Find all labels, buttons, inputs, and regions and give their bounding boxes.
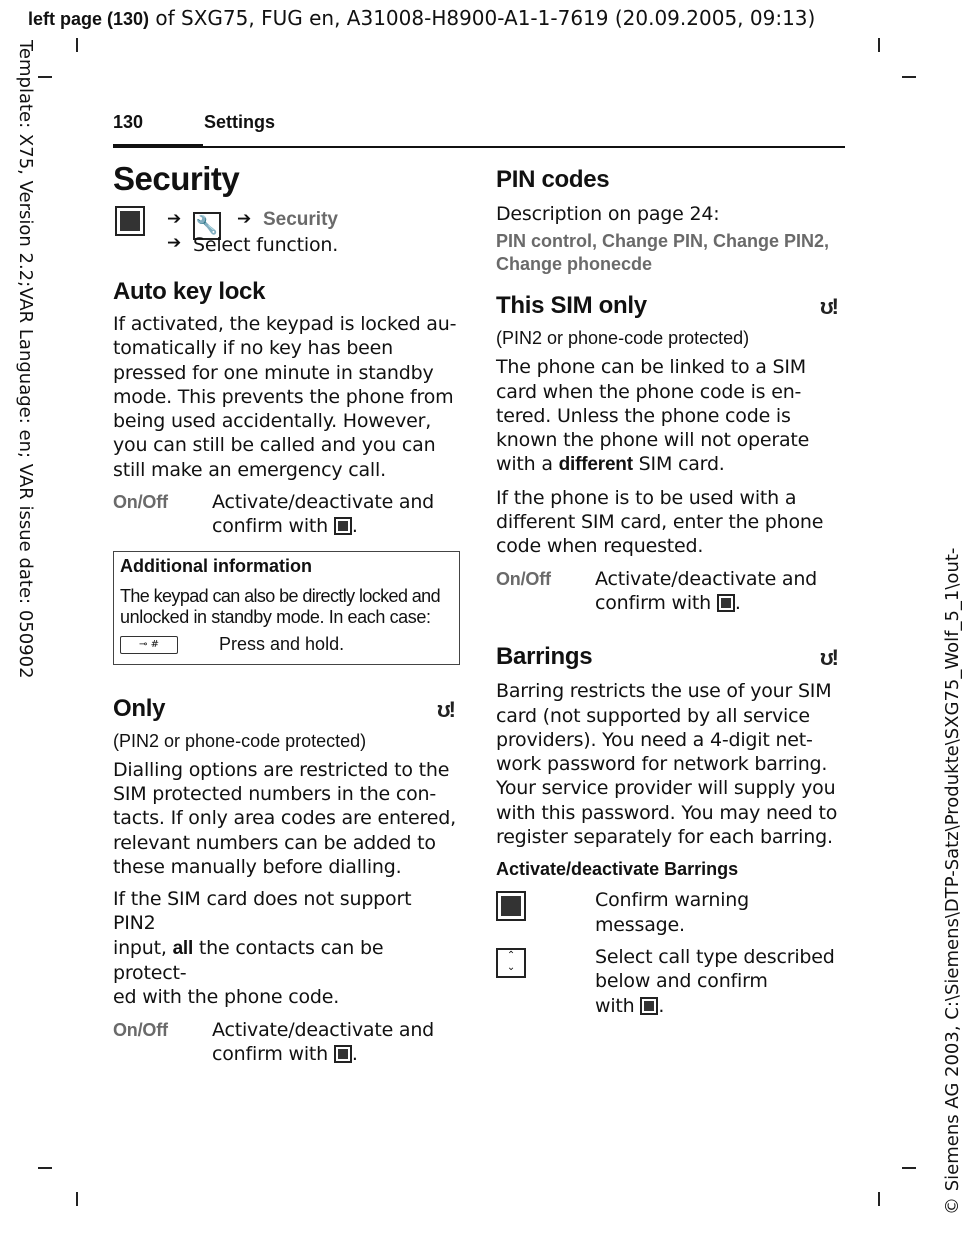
document-header: [28, 6, 815, 30]
crop-mark: [76, 38, 78, 52]
this-sim-body: [496, 355, 841, 477]
step-confirm: with .: [595, 994, 665, 1017]
crop-mark: [878, 38, 880, 52]
select-key-icon: [334, 517, 352, 535]
document-header-text: of SXG75, FUG en, A31008-H8900-A1-1-7619 (20.09.2005, 09:13): [149, 6, 816, 30]
arrow-icon: ➔: [167, 209, 182, 229]
barrings-step: [496, 945, 841, 1018]
menu-security: Security: [263, 209, 338, 230]
select-function-text: Select function.: [193, 234, 339, 256]
onoff-confirm: confirm with .: [212, 515, 358, 538]
info-line: unlocked in standby mode. In each case:: [120, 606, 431, 627]
step-text: Select call type described: [595, 945, 835, 968]
select-key-icon: [334, 1045, 352, 1063]
step-text: below and confirm: [595, 970, 768, 993]
body-line: card (not supported by all service: [496, 704, 810, 727]
navigation-path: [113, 206, 458, 258]
protected-icon: ʊ!: [820, 294, 837, 320]
select-key-icon: [496, 891, 526, 921]
protected-icon: ʊ!: [437, 696, 454, 722]
barrings-subheading: Activate/deactivate Barrings: [496, 859, 739, 880]
body-line: Barring restricts the use of your SIM: [496, 680, 832, 703]
text-run: SIM card.: [632, 453, 725, 476]
onoff-confirm-text: confirm with: [212, 1042, 329, 1065]
protected-icon: ʊ!: [820, 645, 837, 671]
body-line: If activated, the keypad is locked au-: [113, 313, 457, 335]
arrow-icon: ➔: [237, 209, 252, 229]
side-text-left: Template: X75, Version 2.2;VAR Language: en; VAR issue date: 050902: [15, 40, 36, 679]
additional-info-box: [113, 551, 460, 665]
header-bar: [113, 144, 203, 148]
arrow-icon: ➔: [167, 233, 182, 253]
body-line: card when the phone code is en-: [496, 380, 802, 403]
body-line: still make an emergency call.: [113, 458, 386, 481]
step-text: Confirm warning: [595, 889, 750, 912]
body-line: If the phone is to be used with a: [496, 486, 797, 509]
onoff-confirm-text: confirm with: [212, 515, 329, 538]
auto-key-lock-body: [113, 312, 458, 482]
heading-only-text: Only: [113, 694, 166, 722]
page-title: Security: [113, 160, 240, 197]
select-key-icon: [717, 594, 735, 612]
onoff-label: On/Off: [496, 568, 551, 589]
onoff-confirm: confirm with .: [595, 591, 741, 614]
document-header-bold: left page (130): [28, 9, 150, 29]
body-line: you can still be called and you can: [113, 434, 436, 457]
crop-mark: [878, 1192, 880, 1206]
info-key-text: Press and hold.: [219, 633, 345, 654]
menu-line: Change phonecde: [496, 254, 653, 275]
pin-codes-menu: [496, 230, 841, 276]
body-line: mode. This prevents the phone from: [113, 385, 454, 408]
only-body-2: [113, 887, 458, 1009]
crop-mark: [38, 1167, 52, 1169]
page-number: 130: [113, 112, 144, 132]
running-header: [113, 112, 845, 148]
body-line: register separately for each barring.: [496, 826, 833, 849]
only-body: [113, 758, 458, 879]
body-line: these manually before dialling.: [113, 855, 402, 878]
right-column: [496, 166, 841, 1018]
emphasis: all: [172, 937, 194, 959]
onoff-confirm: confirm with .: [212, 1042, 358, 1065]
body-line: [496, 452, 841, 477]
onoff-label: On/Off: [113, 492, 168, 513]
body-line: tomatically if no key has been: [113, 337, 394, 360]
body-line: Your service provider will supply you: [496, 777, 836, 800]
onoff-text: Activate/deactivate and: [595, 567, 818, 590]
emphasis: different: [558, 454, 633, 476]
info-key-row: [120, 634, 453, 658]
body-line: being used accidentally. However,: [113, 410, 432, 433]
text-run: the contacts can be protect-: [113, 936, 384, 985]
body-line: [113, 936, 458, 986]
left-column: [113, 160, 458, 1066]
barrings-body: [496, 679, 841, 849]
body-line: pressed for one minute in standby: [113, 361, 434, 384]
crop-mark: [902, 76, 916, 78]
side-text-right: © Siemens AG 2003, C:\Siemens\DTP-Satz\Produkte\SXG75_Wolf_5_1\out-: [942, 547, 963, 1215]
body-line: If the SIM card does not support PIN2: [113, 888, 412, 935]
onoff-text: Activate/deactivate and: [212, 1018, 435, 1041]
heading-this-sim-only: [496, 292, 841, 320]
onoff-row: [113, 490, 458, 539]
text-run: input,: [113, 936, 173, 959]
crop-mark: [902, 1167, 916, 1169]
menu-line: PIN control, Change PIN, Change PIN2,: [496, 231, 830, 252]
select-key-icon: [115, 206, 145, 236]
body-line: The phone can be linked to a SIM: [496, 356, 807, 379]
body-line: SIM protected numbers in the con-: [113, 782, 437, 805]
select-key-icon: [640, 997, 658, 1015]
step-text: with: [595, 994, 635, 1017]
this-sim-body-2: [496, 486, 841, 559]
body-line: tacts. If only area codes are entered,: [113, 807, 456, 830]
onoff-row: [113, 1018, 458, 1067]
body-line: providers). You need a 4-digit net-: [496, 728, 813, 751]
heading-barrings: [496, 643, 841, 671]
body-line: relevant numbers can be added to: [113, 831, 436, 854]
text-run: with a: [496, 453, 559, 476]
heading-this-sim-text: This SIM only: [496, 292, 647, 320]
barrings-step: [496, 888, 841, 937]
heading-barrings-text: Barrings: [496, 643, 593, 671]
pin-codes-desc: Description on page 24:: [496, 203, 720, 225]
body-line: code when requested.: [496, 535, 704, 558]
onoff-row: [496, 567, 841, 616]
body-line: known the phone will not operate: [496, 429, 810, 452]
navigation-key-icon: ⌃ ⌄: [496, 948, 526, 978]
crop-mark: [76, 1192, 78, 1206]
info-line: The keypad can also be directly locked and: [120, 585, 441, 606]
body-line: ed with the phone code.: [113, 986, 340, 1009]
body-line: different SIM card, enter the phone: [496, 511, 824, 534]
heading-only: [113, 695, 458, 723]
protection-note: (PIN2 or phone-code protected): [496, 328, 750, 349]
section-name: Settings: [204, 112, 276, 132]
crop-mark: [38, 76, 52, 78]
body-line: tered. Unless the phone code is: [496, 404, 791, 427]
protection-note: (PIN2 or phone-code protected): [113, 730, 367, 751]
body-line: work password for network barring.: [496, 753, 828, 776]
heading-pin-codes: PIN codes: [496, 166, 610, 193]
wrench-icon: 🔧: [193, 212, 221, 240]
lock-key-icon: ⊸ #: [120, 636, 178, 654]
onoff-label: On/Off: [113, 1019, 168, 1040]
onoff-confirm-text: confirm with: [595, 591, 712, 614]
step-text: message.: [595, 913, 685, 936]
heading-auto-key-lock: Auto key lock: [113, 278, 266, 305]
body-line: Dialling options are restricted to the: [113, 758, 450, 781]
onoff-text: Activate/deactivate and: [212, 491, 435, 514]
info-title: Additional information: [120, 555, 312, 576]
body-line: with this password. You may need to: [496, 801, 838, 824]
